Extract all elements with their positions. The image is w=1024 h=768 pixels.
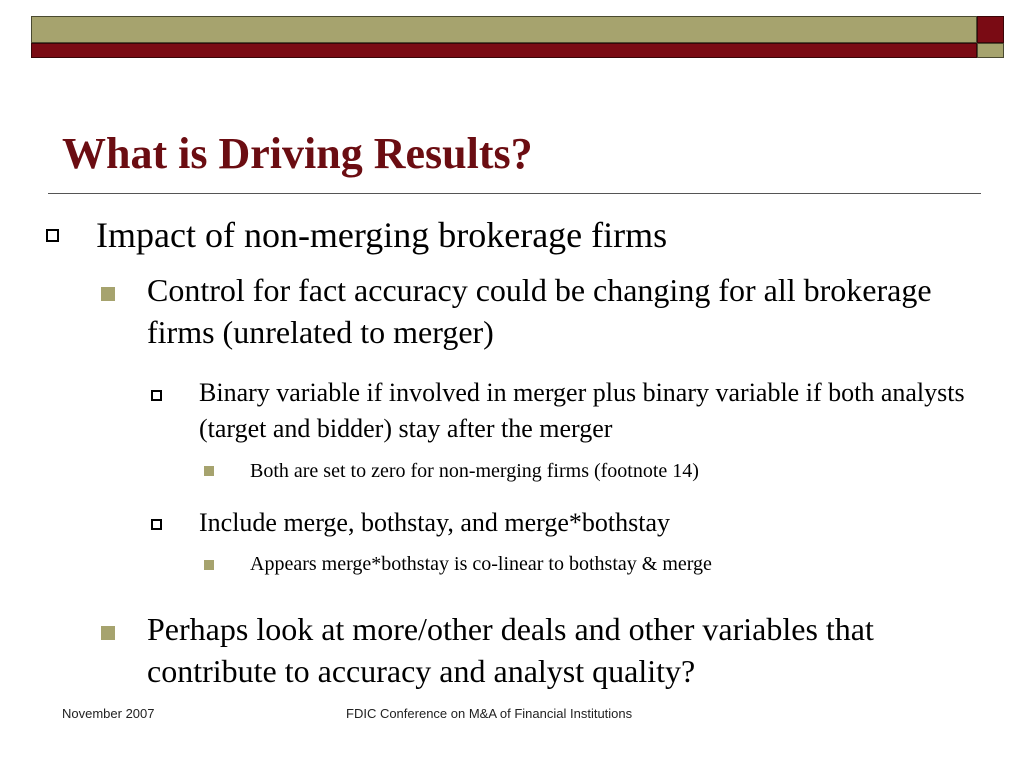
- footer-date: November 2007: [62, 706, 155, 721]
- bullet-level4: Both are set to zero for non-merging firms (footnote 14): [250, 460, 699, 482]
- hollow-square-bullet-icon: [46, 229, 59, 242]
- filled-square-bullet-icon: [101, 287, 115, 301]
- header-bar-olive: [31, 16, 977, 43]
- header-bar-maroon: [31, 43, 977, 58]
- filled-square-bullet-icon: [204, 466, 214, 476]
- filled-square-bullet-icon: [204, 560, 214, 570]
- bullet-level2: Control for fact accuracy could be changing for all brokerage firms (unrelated to merger): [147, 272, 932, 350]
- bullet-level2: Perhaps look at more/other deals and other variables that contribute to accuracy and analyst quality?: [147, 611, 874, 689]
- bullet-level4: Appears merge*bothstay is co-linear to bothstay & merge: [250, 553, 712, 575]
- bullet-level1: Impact of non-merging brokerage firms: [96, 215, 668, 255]
- bullet-level3: Include merge, bothstay, and merge*bothstay: [199, 508, 671, 537]
- title-divider: [48, 193, 981, 194]
- filled-square-bullet-icon: [101, 626, 115, 640]
- footer-conference: FDIC Conference on M&A of Financial Institutions: [346, 706, 633, 721]
- header-square-maroon: [977, 16, 1004, 43]
- slide-title: What is Driving Results?: [62, 129, 533, 178]
- hollow-square-bullet-icon: [151, 390, 162, 401]
- bullet-level3: Binary variable if involved in merger plus binary variable if both analysts (target and bidder) stay after the merger: [199, 378, 965, 443]
- hollow-square-bullet-icon: [151, 519, 162, 530]
- header-square-olive: [977, 43, 1004, 58]
